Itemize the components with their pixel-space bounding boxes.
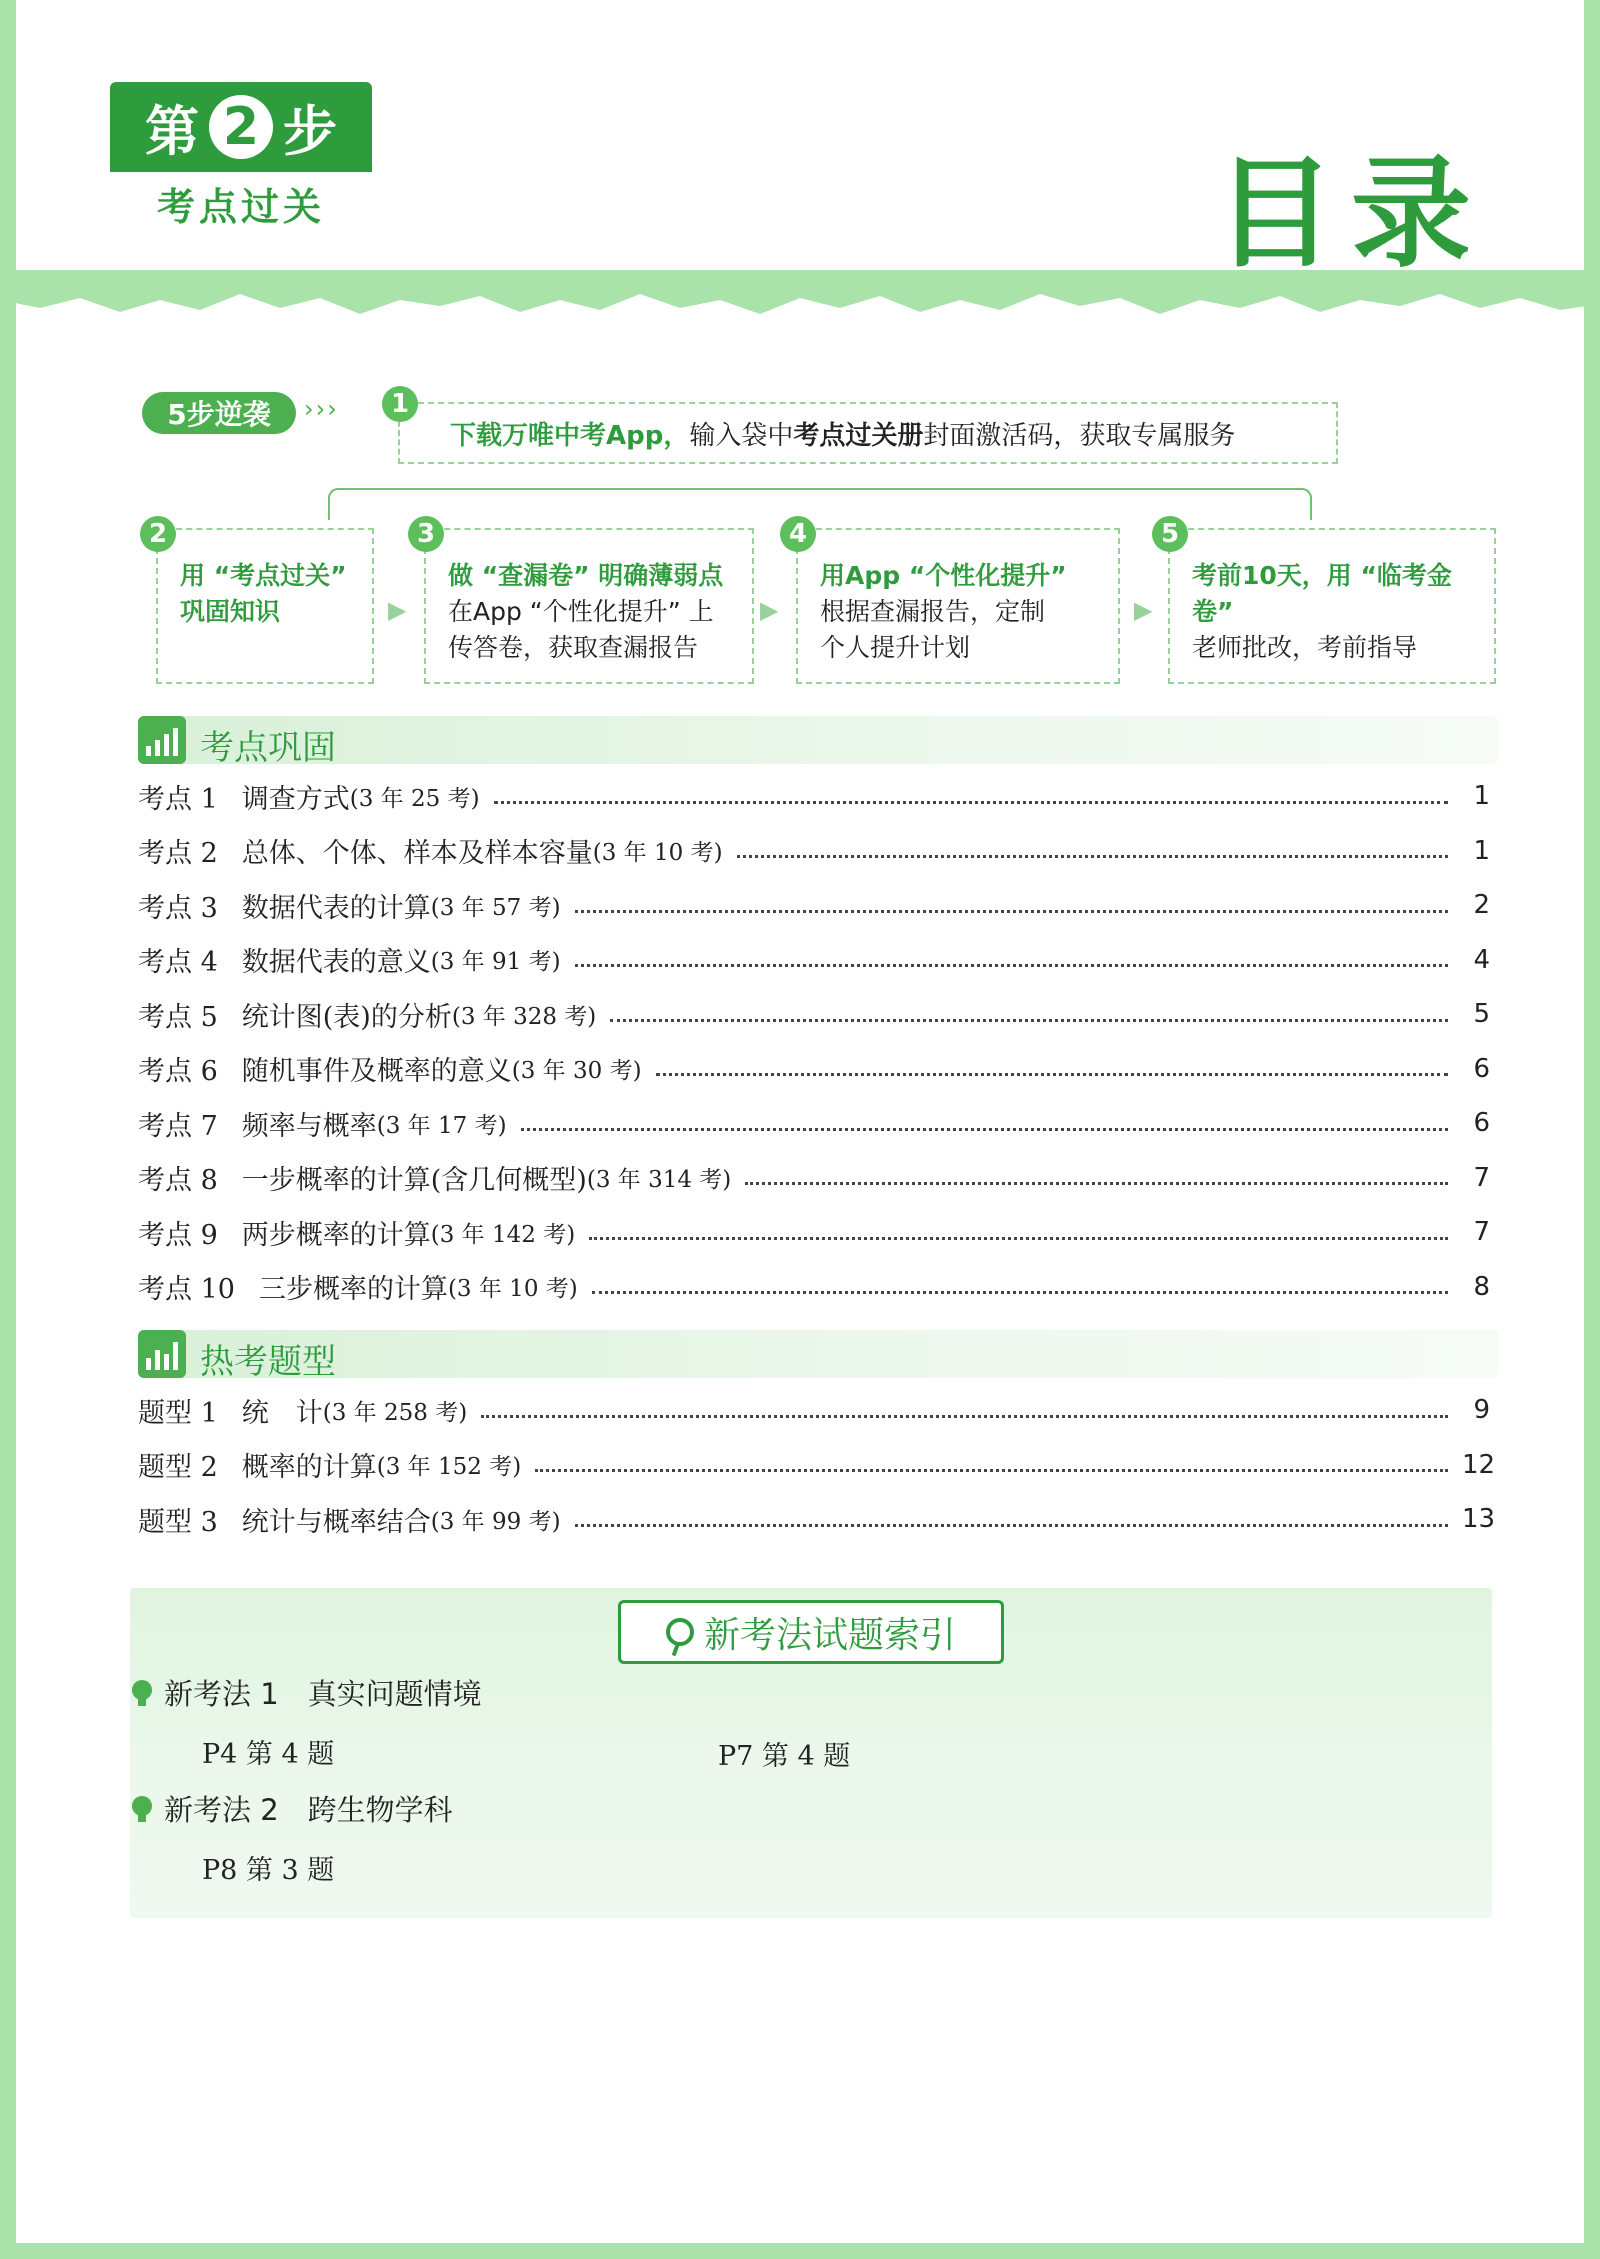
page-title: 目录: [1215, 145, 1487, 284]
bottom-green-band: [0, 2243, 1600, 2259]
toc-point: 考点 6: [138, 1056, 218, 1087]
toc-count: (3 年 152 考): [376, 1454, 522, 1480]
step4-number-badge: 4: [780, 516, 816, 552]
triangle-right-icon: ▶: [760, 596, 779, 624]
toc-page-number: 13: [1462, 1504, 1496, 1534]
toc-page-number: 1: [1473, 781, 1490, 811]
toc-count: (3 年 99 考): [430, 1508, 561, 1535]
step2-box: [156, 528, 374, 684]
toc-page-number: 6: [1473, 1108, 1490, 1138]
step5-line2: 老师批改，考前指导: [1192, 633, 1418, 662]
section-title: 考点巩固: [200, 728, 336, 768]
toc-page-number: 5: [1473, 999, 1490, 1029]
toc-point: 考点 7: [138, 1110, 218, 1142]
toc-title: 调查方式: [241, 783, 350, 815]
toc-title: 数据代表的意义: [241, 947, 431, 978]
toc-point: 考点 10: [138, 1274, 235, 1305]
toc-leader-dots: [494, 801, 1448, 804]
toc-title: 数据代表的计算: [241, 892, 431, 924]
toc-count: (3 年 91 考): [430, 949, 561, 975]
new-method-label: 新考法 2 跨生物学科: [164, 1793, 453, 1827]
toc-page-number: 12: [1462, 1449, 1496, 1480]
toc-leader-dots: [521, 1128, 1448, 1131]
toc-point: 考点 3: [138, 892, 218, 924]
toc-point: 题型 1: [138, 1397, 218, 1429]
triangle-right-icon: ▶: [388, 596, 407, 624]
step3-box: [424, 528, 754, 684]
step-badge-top: [110, 82, 372, 172]
right-green-band: [1584, 0, 1600, 2259]
toc-leader-dots: [737, 855, 1448, 858]
toc-count: (3 年 57 考): [430, 894, 561, 921]
toc-title: 总体、个体、样本及样本容量: [241, 838, 593, 869]
step5-line1: 考前10天，用 “临考金卷”: [1192, 561, 1452, 626]
toc-point: 考点 5: [138, 1001, 218, 1033]
toc-count: (3 年 258 考): [322, 1399, 468, 1426]
toc-point: 题型 2: [138, 1452, 218, 1483]
toc-title: 统计与概率结合: [241, 1506, 431, 1538]
ref-link[interactable]: P4 第 4 题: [202, 1739, 335, 1770]
toc-row[interactable]: [138, 994, 1490, 1034]
toc-point: 考点 2: [138, 838, 218, 869]
toc-point: 题型 3: [138, 1506, 218, 1538]
step4-line2: 根据查漏报告，定制: [820, 597, 1046, 626]
toc-page-number: 1: [1473, 835, 1490, 866]
step3-line1: 做 “查漏卷” 明确薄弱点: [448, 561, 724, 590]
toc-page-number: 2: [1473, 890, 1490, 920]
toc-point: 考点 1: [138, 783, 218, 815]
section-header-rekao: [138, 1330, 1498, 1382]
left-green-band: [0, 0, 16, 2259]
step2-line2: 巩固知识: [180, 597, 281, 626]
toc-title: 概率的计算: [241, 1452, 377, 1483]
toc-page-number: 7: [1473, 1162, 1490, 1193]
toc-row[interactable]: [138, 1390, 1490, 1430]
step-suffix: 步: [283, 99, 337, 163]
new-method-label: 新考法 1 真实问题情境: [164, 1677, 482, 1711]
five-steps-badge: 5步逆袭: [142, 392, 296, 434]
lightbulb-icon: [132, 1796, 152, 1822]
toc-leader-dots: [481, 1415, 1448, 1418]
step2-number-badge: 2: [140, 516, 176, 552]
toc-row[interactable]: [138, 1103, 1490, 1143]
magnifier-icon: [666, 1618, 694, 1646]
step4-line1: 用App “个性化提升”: [820, 561, 1067, 590]
step-number: 2: [209, 95, 273, 159]
toc-page-number: 8: [1473, 1271, 1490, 1302]
toc-count: (3 年 314 考): [586, 1167, 732, 1193]
toc-point: 考点 8: [138, 1165, 218, 1196]
toc-row[interactable]: [138, 1158, 1490, 1198]
toc-row[interactable]: [138, 776, 1490, 816]
toc-leader-dots: [535, 1469, 1448, 1472]
step-badge: [110, 82, 372, 232]
toc-title: 随机事件及概率的意义: [241, 1056, 512, 1087]
toc-count: (3 年 25 考): [349, 785, 480, 812]
new-method-2: [132, 1788, 453, 1829]
toc-row[interactable]: [138, 831, 1490, 871]
toc-count: (3 年 10 考): [592, 840, 723, 866]
step4-box: [796, 528, 1120, 684]
step5-number-badge: 5: [1152, 516, 1188, 552]
trend-chart-icon: [138, 1330, 186, 1378]
step1-number-badge: 1: [382, 386, 418, 422]
step4-line3: 个人提升计划: [820, 633, 971, 662]
toc-page-number: 9: [1473, 1395, 1490, 1425]
lightbulb-icon: [132, 1680, 152, 1706]
step-subtitle: 考点过关: [110, 172, 372, 234]
toc-leader-dots: [575, 964, 1448, 967]
toc-title: 三步概率的计算: [258, 1274, 448, 1305]
step1-bold-text: 考点过关册: [793, 420, 924, 451]
toc-page-number: 4: [1473, 944, 1490, 975]
step3-number-badge: 3: [408, 516, 444, 552]
step-prefix: 第: [145, 99, 199, 163]
toc-title: 统 计: [241, 1397, 323, 1429]
toc-count: (3 年 10 考): [447, 1276, 578, 1302]
toc-leader-dots: [575, 1524, 1448, 1527]
toc-row[interactable]: [138, 885, 1490, 925]
toc-row[interactable]: [138, 1267, 1490, 1307]
toc-leader-dots: [656, 1073, 1448, 1076]
section-title: 热考题型: [200, 1342, 336, 1382]
toc-count: (3 年 17 考): [376, 1112, 507, 1139]
toc-row[interactable]: [138, 1212, 1490, 1252]
toc-page-number: 7: [1473, 1217, 1490, 1247]
section-header-kaodian: [138, 716, 1498, 768]
toc-title: 一步概率的计算(含几何概型): [241, 1165, 587, 1196]
toc-leader-dots: [745, 1182, 1448, 1185]
steps-bracket: [328, 488, 1312, 520]
new-method-1: [132, 1672, 482, 1713]
ref-link[interactable]: P8 第 3 题: [202, 1855, 335, 1886]
toc-title: 两步概率的计算: [241, 1219, 431, 1251]
toc-leader-dots: [592, 1291, 1448, 1294]
toc-count: (3 年 142 考): [430, 1221, 576, 1248]
toc-page-number: 6: [1473, 1053, 1490, 1084]
toc-leader-dots: [610, 1019, 1448, 1022]
step5-box: [1168, 528, 1496, 684]
triangle-right-icon: ▶: [1134, 596, 1153, 624]
arrow-chevrons-icon: ›››: [304, 395, 339, 423]
step2-line1: 用 “考点过关”: [180, 561, 347, 590]
toc-count: (3 年 328 考): [451, 1003, 597, 1030]
toc-count: (3 年 30 考): [511, 1058, 642, 1084]
ref-link[interactable]: P7 第 4 题: [718, 1741, 851, 1772]
toc-row[interactable]: [138, 1499, 1496, 1539]
new-index-title-box: [618, 1600, 1004, 1664]
toc-title: 频率与概率: [241, 1110, 377, 1142]
step1-text2: 封面激活码，获取专属服务: [923, 420, 1236, 451]
toc-point: 考点 9: [138, 1219, 218, 1251]
toc-row[interactable]: [138, 940, 1490, 980]
toc-leader-dots: [575, 910, 1448, 913]
step1-green-text: 下载万唯中考App，: [450, 420, 690, 451]
step1-text1: 输入袋中: [689, 420, 794, 451]
bar-chart-icon: [138, 716, 186, 764]
step3-line3: 传答卷，获取查漏报告: [448, 633, 699, 662]
toc-title: 统计图(表)的分析: [241, 1001, 452, 1033]
step1-box: [398, 402, 1338, 464]
toc-leader-dots: [589, 1237, 1448, 1240]
toc-point: 考点 4: [138, 947, 218, 978]
toc-row[interactable]: [138, 1049, 1490, 1089]
step3-line2: 在App “个性化提升” 上: [448, 597, 714, 626]
toc-row[interactable]: [138, 1445, 1496, 1485]
new-index-title: 新考法试题索引: [703, 1614, 956, 1656]
